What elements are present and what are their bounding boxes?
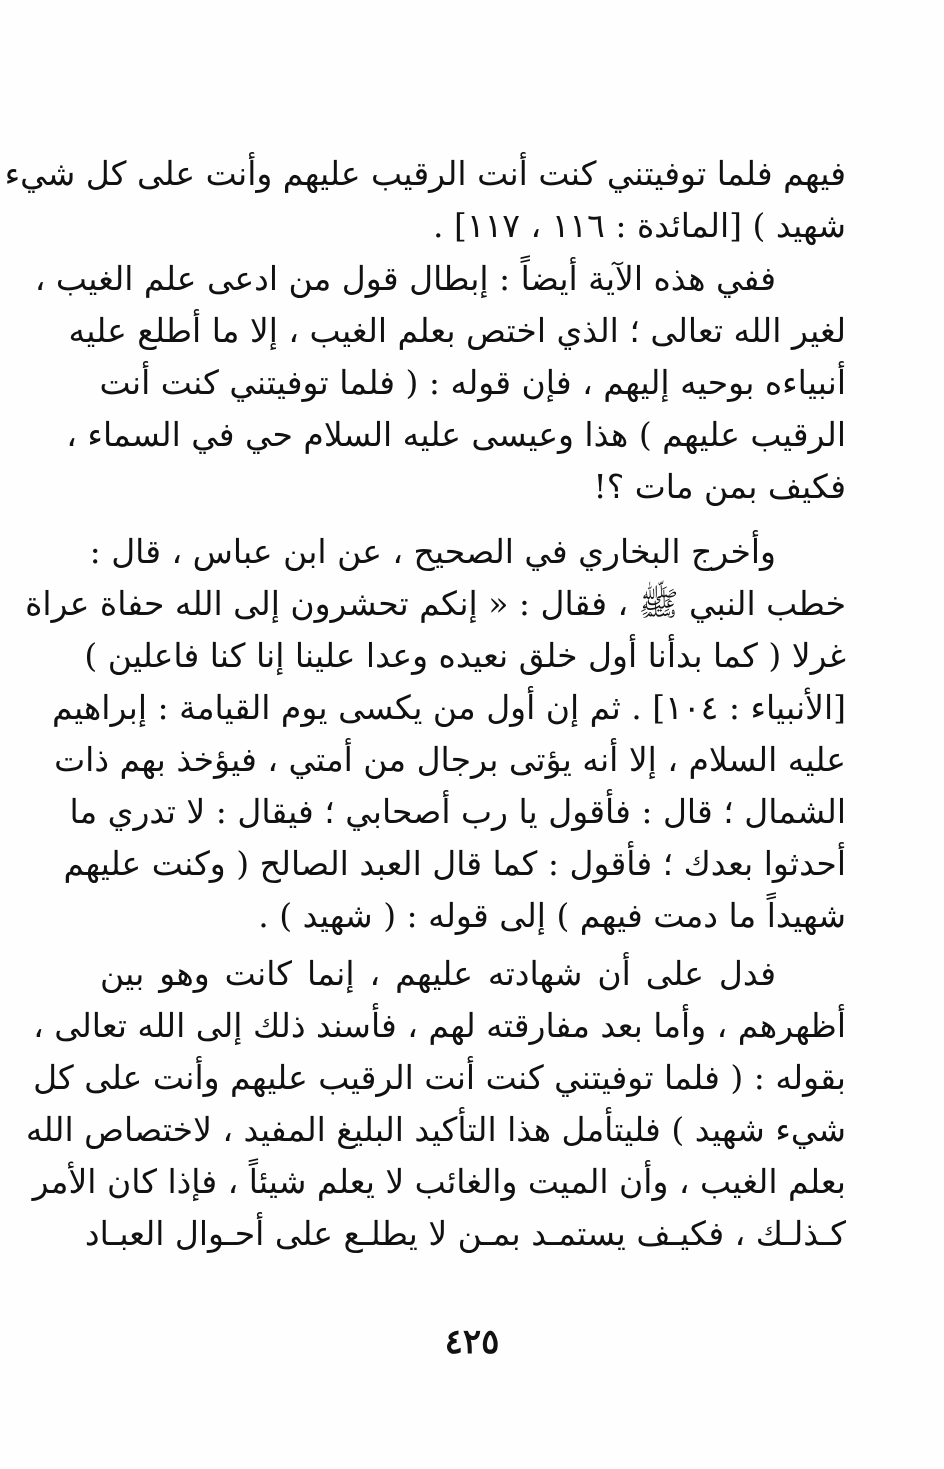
text-line: بقوله : ( فلما توفيتني كنت أنت الرقيب عليهم وأنت على كل (33, 1058, 846, 1097)
paragraph-4 (25, 948, 846, 1260)
paragraph-3 (25, 526, 846, 942)
text-line: [الأنبياء : ١٠٤] . ثم إن أول من يكسى يوم القيامة : إبراهيم (51, 688, 846, 727)
text-line: أحدثوا بعدك ؛ فأقول : كما قال العبد الصالح ( وكنت عليهم (63, 844, 846, 883)
page-number: ٤٢٥ (444, 1322, 500, 1362)
text-line: خطب النبي ﷺ ، فقال : « إنكم تحشرون إلى الله حفاة عراة (25, 584, 846, 623)
text-line: عليه السلام ، إلا أنه يؤتى برجال من أمتي ، فيؤخذ بهم ذات (54, 740, 846, 779)
text-line: شهيداً ما دمت فيهم ) إلى قوله : ( شهيد ) . (258, 896, 846, 935)
text-line: أظهرهم ، وأما بعد مفارقته لهم ، فأسند ذلك إلى الله تعالى ، (33, 1006, 846, 1045)
text-line: فيهم فلما توفيتني كنت أنت الرقيب عليهم وأنت على كل شيء (4, 154, 846, 193)
text-line: فكيف بمن مات ؟! (593, 467, 846, 506)
paragraph-2 (34, 253, 846, 513)
text-line: الرقيب عليهم ) هذا وعيسى عليه السلام حي في السماء ، (66, 415, 846, 454)
text-line: فدل على أن شهادته عليهم ، إنما كانت وهو بين (100, 954, 776, 993)
paragraph-1 (4, 148, 846, 252)
text-line: كـذلـك ، فكيـف يستمـد بمـن لا يطلـع على أحـوال العبـاد (84, 1214, 846, 1253)
text-line: وأخرج البخاري في الصحيح ، عن ابن عباس ، قال : (89, 532, 776, 571)
text-line: ففي هذه الآية أيضاً : إبطال قول من ادعى علم الغيب ، (34, 259, 776, 298)
text-line: بعلم الغيب ، وأن الميت والغائب لا يعلم شيئاً ، فإذا كان الأمر (32, 1162, 846, 1201)
text-line: لغير الله تعالى ؛ الذي اختص بعلم الغيب ، إلا ما أطلع عليه (68, 311, 846, 350)
text-line: شهيد ) [المائدة : ١١٦ ، ١١٧] . (433, 206, 846, 245)
text-line: الشمال ؛ قال : فأقول يا رب أصحابي ؛ فيقال : لا تدري ما (69, 792, 846, 831)
text-line: أنبياءه بوحيه إليهم ، فإن قوله : ( فلما توفيتني كنت أنت (99, 363, 846, 402)
text-line: شيء شهيد ) فليتأمل هذا التأكيد البليغ المفيد ، لاختصاص الله (25, 1110, 846, 1149)
text-line: غرلا ( كما بدأنا أول خلق نعيده وعدا علينا إنا كنا فاعلين ) (84, 636, 846, 675)
